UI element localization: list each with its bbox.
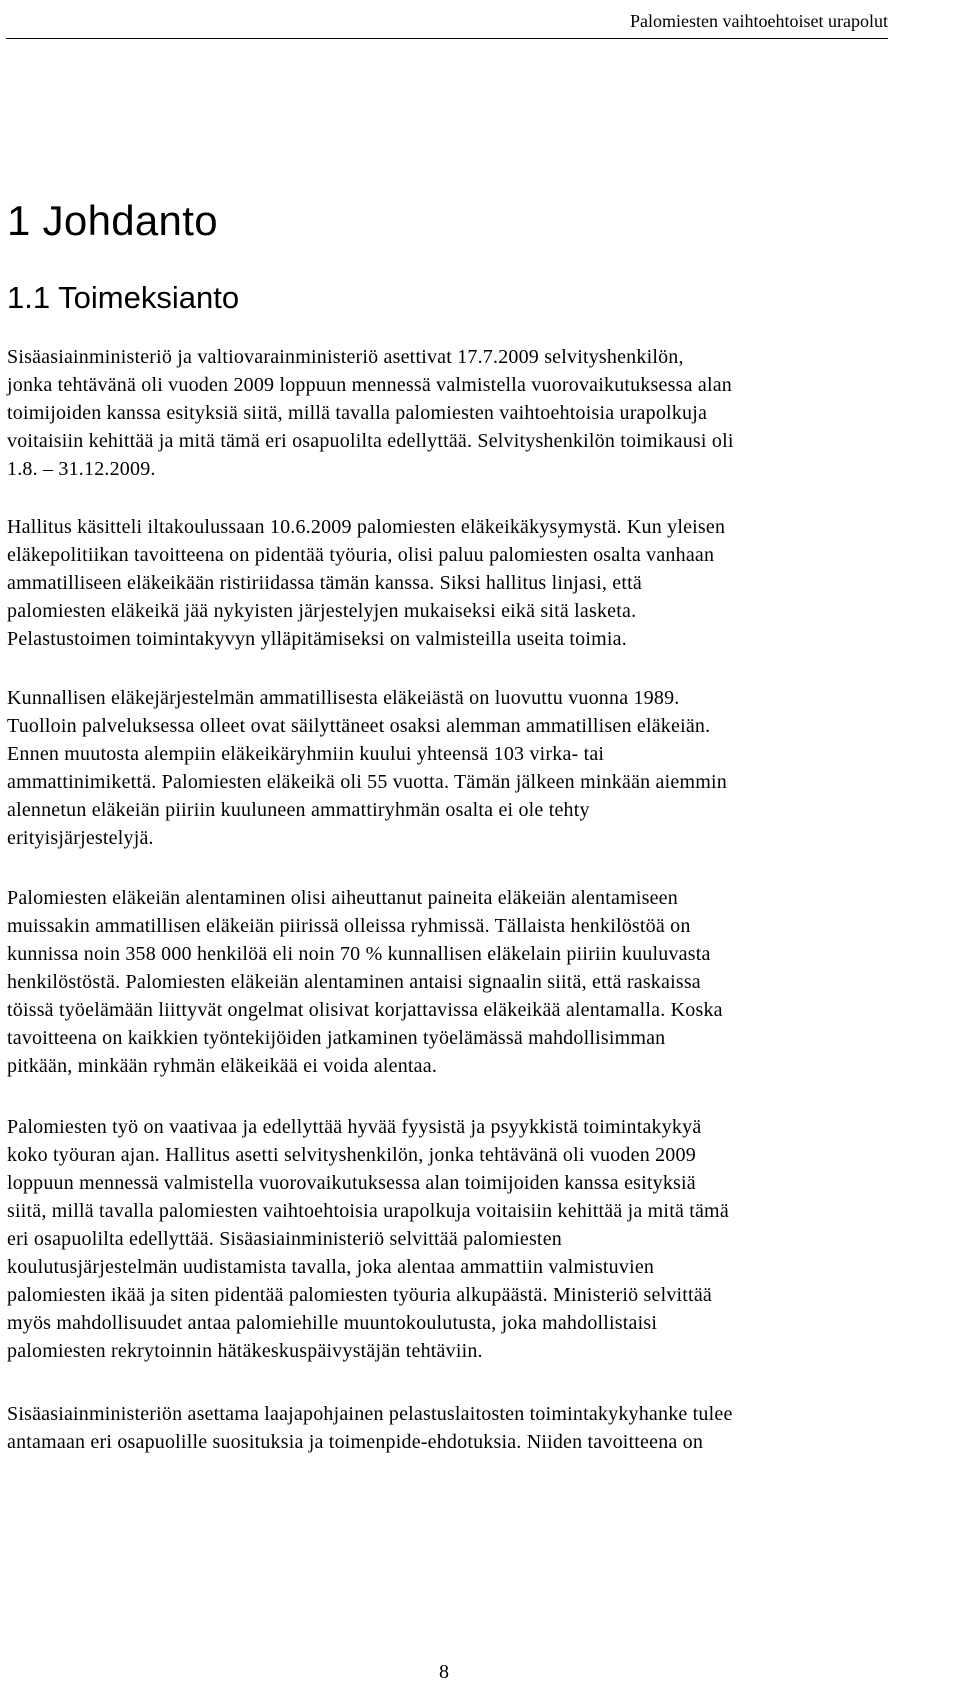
paragraph-pension-history xyxy=(7,684,889,852)
paragraph-firefighter-work xyxy=(7,1113,889,1365)
text-line: Sisäasiainministeriö ja valtiovarainministeriö asettivat 17.7.2009 selvityshenkilön, xyxy=(7,346,684,368)
text-line: palomiesten rekrytoinnin hätäkeskuspäivystäjän tehtäviin. xyxy=(7,1340,483,1362)
text-line: kunnissa noin 358 000 henkilöä eli noin 70 % kunnallisen eläkelain piiriin kuuluvasta xyxy=(7,943,711,965)
paragraph-rescue-project xyxy=(7,1400,889,1456)
text-line: myös mahdollisuudet antaa palomiehille muuntokoulutusta, joka mahdollistaisi xyxy=(7,1312,658,1334)
text-line: siitä, millä tavalla palomiesten vaihtoehtoisia urapolkuja voitaisiin kehittää ja mitä tämä xyxy=(7,1200,729,1222)
text-line: palomiesten eläkeikä jää nykyisten järjestelyjen mukaiseksi eikä sitä lasketa. xyxy=(7,600,637,622)
text-line: Tuolloin palveluksessa olleet ovat säilyttäneet osaksi alemman ammatillisen eläkeiän. xyxy=(7,715,711,737)
text-line: palomiesten ikää ja siten pidentää palomiesten työuria alkupäästä. Ministeriö selvittää xyxy=(7,1284,712,1306)
text-line: muissakin ammatillisen eläkeiän piirissä olleissa ryhmissä. Tällaista henkilöstöä on xyxy=(7,915,691,937)
text-line: Pelastustoimen toimintakyvyn ylläpitämiseksi on valmisteilla useita toimia. xyxy=(7,628,627,650)
text-line: pitkään, minkään ryhmän eläkeikää ei voida alentaa. xyxy=(7,1055,438,1077)
text-line: toimijoiden kanssa esityksiä siitä, millä tavalla palomiesten vaihtoehtoisia urapolkuja xyxy=(7,402,708,424)
text-line: Palomiesten työ on vaativaa ja edellyttää hyvää fyysistä ja psyykkistä toimintakykyä xyxy=(7,1116,702,1138)
text-line: Sisäasiainministeriön asettama laajapohjainen pelastuslaitosten toimintakykyhanke tulee xyxy=(7,1403,733,1425)
text-line: koulutusjärjestelmän uudistamista tavalla, joka alentaa ammattiin valmistuvien xyxy=(7,1256,655,1278)
text-line: ammatilliseen eläkeikään ristiriidassa tämän kanssa. Siksi hallitus linjasi, että xyxy=(7,572,642,594)
paragraph-retirement-age-impact xyxy=(7,884,889,1080)
paragraph-government-decision xyxy=(7,513,889,653)
header-divider xyxy=(6,38,888,39)
text-line: Ennen muutosta alempiin eläkeikäryhmiin kuului yhteensä 103 virka- tai xyxy=(7,743,605,765)
text-line: ammattinimikettä. Palomiesten eläkeikä oli 55 vuotta. Tämän jälkeen minkään aiemmin xyxy=(7,771,727,793)
text-line: voitaisiin kehittää ja mitä tämä eri osapuolilta edellyttää. Selvityshenkilön toimikausi oli xyxy=(7,430,734,452)
text-line: töissä työelämään liittyvät ongelmat olisivat korjattavissa eläkeikää alentamalla. Koska xyxy=(7,999,723,1021)
text-line: eläkepolitiikan tavoitteena on pidentää työuria, olisi paluu palomiesten osalta vanhaan xyxy=(7,544,715,566)
page-number: 8 xyxy=(439,1661,449,1683)
text-line: 1.8. – 31.12.2009. xyxy=(7,458,156,480)
running-header: Palomiesten vaihtoehtoiset urapolut xyxy=(630,11,888,31)
text-line: koko työuran ajan. Hallitus asetti selvityshenkilön, jonka tehtävänä oli vuoden 2009 xyxy=(7,1144,696,1166)
text-line: erityisjärjestelyjä. xyxy=(7,827,154,849)
chapter-title: 1 Johdanto xyxy=(7,197,218,244)
text-line: jonka tehtävänä oli vuoden 2009 loppuun mennessä valmistella vuorovaikutuksessa alan xyxy=(7,374,732,396)
text-line: henkilöstöstä. Palomiesten eläkeiän alentaminen antaisi signaalin siitä, että raskaissa xyxy=(7,971,701,993)
text-line: antamaan eri osapuolille suosituksia ja toimenpide-ehdotuksia. Niiden tavoitteena on xyxy=(7,1431,704,1453)
section-title: 1.1 Toimeksianto xyxy=(7,280,240,315)
text-line: tavoitteena on kaikkien työntekijöiden jatkaminen työelämässä mahdollisimman xyxy=(7,1027,666,1049)
text-line: eri osapuolilta edellyttää. Sisäasiainministeriö selvittää palomiesten xyxy=(7,1228,562,1250)
text-line: alennetun eläkeiän piiriin kuuluneen ammattiryhmän osalta ei ole tehty xyxy=(7,799,590,821)
text-line: Palomiesten eläkeiän alentaminen olisi aiheuttanut paineita eläkeiän alentamiseen xyxy=(7,887,678,909)
text-line: Kunnallisen eläkejärjestelmän ammatillisesta eläkeiästä on luovuttu vuonna 1989. xyxy=(7,687,680,709)
paragraph-assignment xyxy=(7,343,889,483)
text-line: loppuun mennessä valmistella vuorovaikutuksessa alan toimijoiden kanssa esityksiä xyxy=(7,1172,696,1194)
text-line: Hallitus käsitteli iltakoulussaan 10.6.2009 palomiesten eläkeikäkysymystä. Kun yleisen xyxy=(7,516,726,538)
